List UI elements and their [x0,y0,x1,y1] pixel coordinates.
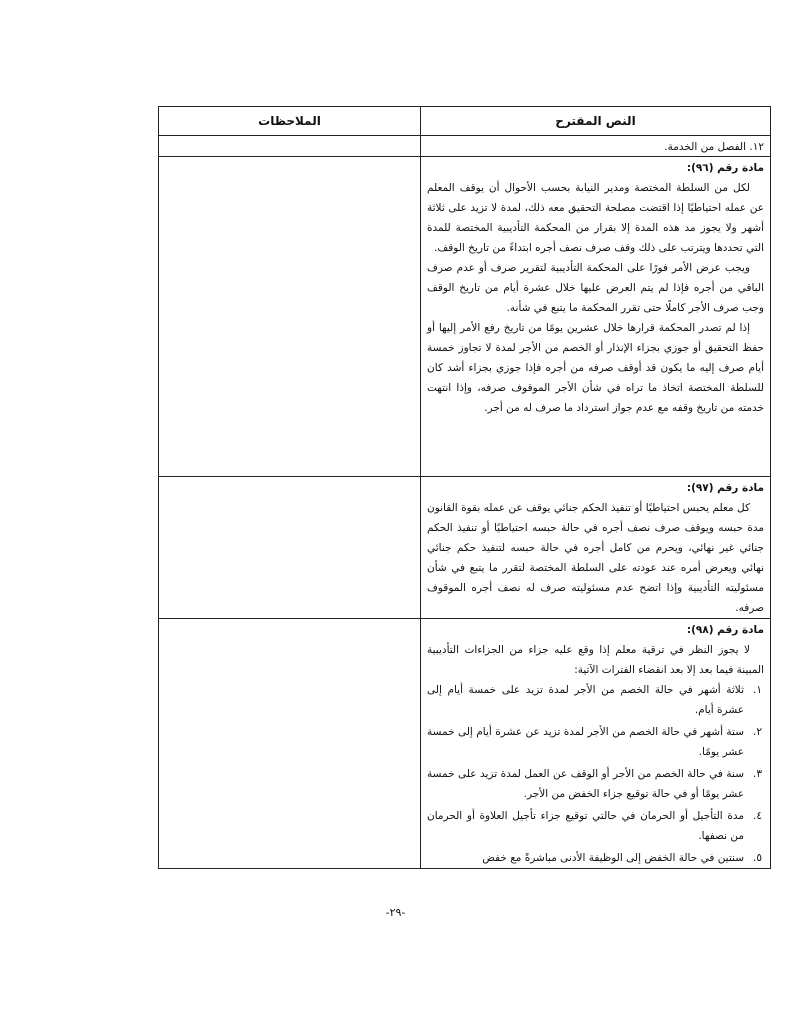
list-item: ٢. ستة أشهر في حالة الخصم من الأجر لمدة تزيد عن عشرة أيام إلى خمسة عشر يومًا. [427,726,762,758]
table-row [159,157,771,477]
table-header-row [159,107,771,136]
article-98-intro: لا يجوز النظر في ترقية معلم إذا وقع عليه جزاء من الجزاءات التأديبية المبينة فيما بعد إلا بعد انقضاء الفترات الآتية: [427,644,764,676]
list-item: ٥. سنتين في حالة الخفض إلى الوظيفة الأدنى مباشرةً مع خفض [482,852,762,864]
list-item: ١. ثلاثة أشهر في حالة الخصم من الأجر لمدة تزيد على خمسة أيام إلى عشرة أيام. [427,684,762,716]
table-row [159,619,771,869]
article-96-paragraph: إذا لم تصدر المحكمة قرارها خلال عشرين يومًا من تاريخ رفع الأمر إليها أو حفظ التحقيق أو جوزي بجزاء الإنذار أو الخصم من الأجر لمدة لا تجاوز خمسة أيام صرف إليه ما يكون قد أوقف صرفه من أجره فإذا جوزي بجزاء أشد كان للسلطة المختصة اتخاذ ما تراه في شأن الأجر الموقوف صرفه، وإذا انتهت خدمته من تاريخ وقفه مع عدم جواز استرداد ما صرف له من أجر. [427,322,764,414]
notes-cell [159,136,421,157]
article-98-list [427,680,764,868]
list-item: ٣. سنة في حالة الخصم من الأجر أو الوقف عن العمل لمدة تزيد على خمسة عشر يومًا أو في حالة توقيع جزاء الخفض من الأجر. [427,768,762,800]
notes-cell [159,477,421,619]
article-96-paragraph: ويجب عرض الأمر فورًا على المحكمة التأديبية لتقرير صرف أو عدم صرف الباقي من أجره فإذا لم يتم العرض عليها خلال عشرة أيام من تاريخ الوقف وجب صرف الأجر كاملًا حتى تقرر المحكمة ما يتبع في شأنه. [427,262,764,314]
article-98-title: مادة رقم (٩٨): [686,624,764,636]
comparison-table [158,106,771,869]
table-row [159,136,771,157]
page-number: -٢٩- [385,906,406,919]
header-proposed-text: النص المقترح [421,107,771,136]
article-97-title: مادة رقم (٩٧): [686,482,764,494]
notes-cell [159,157,421,477]
article-96-title: مادة رقم (٩٦): [686,162,764,174]
article-97-paragraph: كل معلم يحبس احتياطيًا أو تنفيذ الحكم جنائي يوقف عن عمله بقوة القانون مدة حبسه ويوقف صرف نصف أجره في حالة حبسه احتياطيًا أو تنفيذ الحكم جنائي غير نهائي، ويحرم من كامل أجره في حالة حبسه لتنفيذ حكم جنائي نهائي ويعرض أمره عند عودته على السلطة المختصة لتقرر ما يتبع في شأن مسئوليته التأديبية وإذا اتضح عدم مسئوليته صرف له نصف أجره الموقوف صرفه. [427,502,764,614]
item-12-dismissal: ١٢. الفصل من الخدمة. [664,141,764,153]
notes-cell [159,619,421,869]
table-row [159,477,771,619]
list-item: ٤. مدة التأجيل أو الحرمان في حالتي توقيع جزاء تأجيل العلاوة أو الحرمان من نصفها. [427,810,762,842]
article-96-paragraph: لكل من السلطة المختصة ومدير النيابة بحسب الأحوال أن يوقف المعلم عن عمله احتياطيًا إذا اقتضت مصلحة التحقيق معه ذلك، لمدة لا تزيد على ثلاثة أشهر ولا يجوز مد هذه المدة إلا بقرار من المحكمة التأديبية المختصة للمدة التي تحددها ويترتب على ذلك وقف صرف نصف أجره ابتداءً من تاريخ الوقف. [427,182,764,254]
header-notes: الملاحظات [159,107,421,136]
